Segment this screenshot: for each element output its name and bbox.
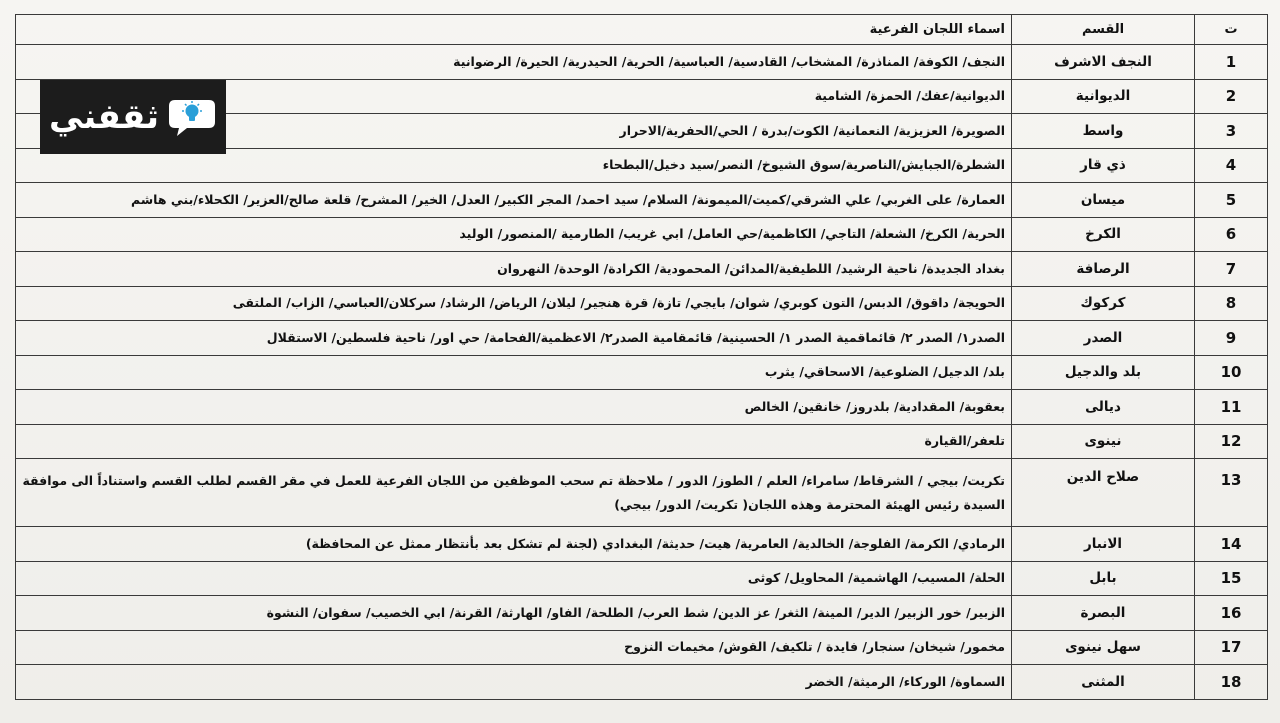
row-number: 16 <box>1195 596 1268 631</box>
table-row <box>16 45 1268 80</box>
row-number: 5 <box>1195 183 1268 218</box>
row-committee-names: الصدر١/ الصدر ٢/ قائماقمية الصدر ١/ الحسينية/ قائمقامية الصدر٢/ الاعظمية/الفحامة/ حي اور/ ناحية فلسطين/ الاستقلال <box>16 321 1012 356</box>
row-number: 15 <box>1195 561 1268 596</box>
row-branch: سهل نينوى <box>1012 630 1195 665</box>
row-number: 6 <box>1195 217 1268 252</box>
table-row <box>16 459 1268 527</box>
row-committee-names: بلد/ الدجيل/ الضلوعية/ الاسحاقي/ يثرب <box>16 355 1012 390</box>
row-number: 3 <box>1195 114 1268 149</box>
table-row <box>16 596 1268 631</box>
row-committee-names: العمارة/ على الغربي/ علي الشرقي/كميت/الميمونة/ السلام/ سيد احمد/ المجر الكبير/ العدل/ الخير/ المشرح/ قلعة صالح/العزير/ الكحلاء/بني هاشم <box>16 183 1012 218</box>
row-number: 17 <box>1195 630 1268 665</box>
row-branch: البصرة <box>1012 596 1195 631</box>
table-row <box>16 665 1268 700</box>
row-branch: ميسان <box>1012 183 1195 218</box>
table-row <box>16 390 1268 425</box>
row-number: 13 <box>1195 459 1268 527</box>
table-row <box>16 286 1268 321</box>
table-row <box>16 252 1268 287</box>
row-committee-names: الحلة/ المسيب/ الهاشمية/ المحاويل/ كوثى <box>16 561 1012 596</box>
row-branch: كركوك <box>1012 286 1195 321</box>
row-branch: الديوانية <box>1012 79 1195 114</box>
row-number: 1 <box>1195 45 1268 80</box>
row-branch: واسط <box>1012 114 1195 149</box>
row-committee-names: مخمور/ شيخان/ سنجار/ فايدة / تلكيف/ القوش/ مخيمات النزوح <box>16 630 1012 665</box>
table-row <box>16 355 1268 390</box>
row-branch: الكرخ <box>1012 217 1195 252</box>
row-committee-names: النجف/ الكوفة/ المناذرة/ المشخاب/ القادسية/ العباسية/ الحرية/ الحيدرية/ الحيرة/ الرضوانية <box>16 45 1012 80</box>
row-committee-names: الزبير/ خور الزبير/ الدير/ المينة/ الثغر/ عز الدين/ شط العرب/ الطلحة/ الفاو/ الهارثة/ القرنة/ ابي الخصيب/ سفوان/ النشوة <box>16 596 1012 631</box>
row-number: 9 <box>1195 321 1268 356</box>
row-number: 14 <box>1195 527 1268 562</box>
row-committee-names: السماوة/ الوركاء/ الرميثة/ الخضر <box>16 665 1012 700</box>
row-committee-names: الحويجة/ داقوق/ الدبس/ التون كوبري/ شوان/ بايجي/ تازة/ قرة هنجير/ ليلان/ الرياض/ الرشاد/ سركلان/العباسي/ الزاب/ الملتقى <box>16 286 1012 321</box>
row-number: 8 <box>1195 286 1268 321</box>
row-branch: صلاح الدين <box>1012 459 1195 527</box>
table-row <box>16 183 1268 218</box>
table-row <box>16 424 1268 459</box>
row-number: 10 <box>1195 355 1268 390</box>
row-committee-names: الديوانية/عفك/ الحمزة/ الشامية <box>16 79 1012 114</box>
row-number: 7 <box>1195 252 1268 287</box>
row-number: 4 <box>1195 148 1268 183</box>
row-committee-names: الصويرة/ العزيزية/ النعمانية/ الكوت/بدرة / الحي/الحفرية/الاحرار <box>16 114 1012 149</box>
row-number: 11 <box>1195 390 1268 425</box>
table-row <box>16 630 1268 665</box>
row-number: 18 <box>1195 665 1268 700</box>
row-committee-names: تلعفر/القيارة <box>16 424 1012 459</box>
table-row <box>16 561 1268 596</box>
row-branch: بابل <box>1012 561 1195 596</box>
logo-text: ثقفني <box>49 97 159 137</box>
row-branch: المثنى <box>1012 665 1195 700</box>
row-committee-names: بغداد الجديدة/ ناحية الرشيد/ اللطيفية/المدائن/ المحمودية/ الكرادة/ الوحدة/ النهروان <box>16 252 1012 287</box>
row-committee-names: الشطرة/الجبايش/الناصرية/سوق الشيوخ/ النصر/سيد دخيل/البطحاء <box>16 148 1012 183</box>
row-branch: الانبار <box>1012 527 1195 562</box>
row-branch: ديالى <box>1012 390 1195 425</box>
row-branch: الصدر <box>1012 321 1195 356</box>
table-row <box>16 217 1268 252</box>
row-committee-names: تكريت/ بيجي / الشرقاط/ سامراء/ العلم / الطوز/ الدور / ملاحظة تم سحب الموظفين من اللجان الفرعية للعمل في مقر القسم لطلب القسم واستناداً الى موافقة السيدة رئيس الهيئة المحترمة وهذه اللجان( تكريت/ الدور/ بيجي) <box>16 459 1012 527</box>
row-branch: ذي قار <box>1012 148 1195 183</box>
lightbulb-speech-bubble-icon <box>167 96 217 138</box>
table-row <box>16 321 1268 356</box>
row-branch: الرصافة <box>1012 252 1195 287</box>
row-committee-names: بعقوبة/ المقدادية/ بلدروز/ خانقين/ الخالص <box>16 390 1012 425</box>
row-number: 2 <box>1195 79 1268 114</box>
row-branch: النجف الاشرف <box>1012 45 1195 80</box>
row-committee-names: الرمادي/ الكرمة/ الفلوجة/ الخالدية/ العامرية/ هيت/ حديثة/ البغدادي (لجنة لم تشكل بعد بأنتظار ممثل عن المحافظة) <box>16 527 1012 562</box>
row-number: 12 <box>1195 424 1268 459</box>
table-row <box>16 527 1268 562</box>
header-number: ت <box>1195 15 1268 45</box>
header-branch: القسم <box>1012 15 1195 45</box>
row-branch: بلد والدجيل <box>1012 355 1195 390</box>
site-logo <box>40 80 226 154</box>
row-committee-names: الحرية/ الكرخ/ الشعلة/ التاجي/ الكاظمية/حي العامل/ ابي غريب/ الطارمية /المنصور/ الوليد <box>16 217 1012 252</box>
table-header-row <box>16 15 1268 45</box>
header-committee-names: اسماء اللجان الفرعية <box>16 15 1012 45</box>
row-branch: نينوى <box>1012 424 1195 459</box>
